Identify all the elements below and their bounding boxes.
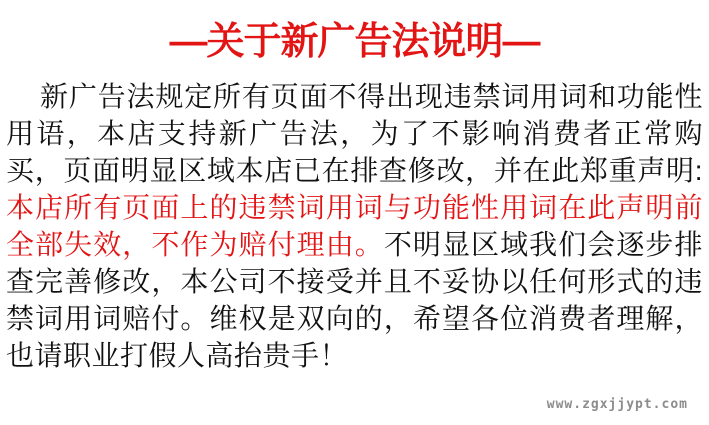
notice-text-highlight: 本店所有页面上的违禁词用词与功能性用词在此声明前全部失效，不作为赔付理由。 [6, 192, 703, 260]
page-title: —关于新广告法说明— [169, 21, 540, 63]
notice-paragraph [6, 78, 703, 374]
notice-text-outro: 不明显区域我们会逐步排查完善修改，本公司不接受并且不妥协以任何形式的违禁词用词赔付。维权是双向的，希望各位消费者理解，也请职业打假人高抬贵手！ [6, 229, 703, 371]
notice-text-intro: 新广告法规定所有页面不得出现违禁词用词和功能性用语，本店支持新广告法，为了不影响消费者正常购买，页面明显区域本店已在排查修改，并在此郑重声明: [6, 81, 703, 186]
watermark-url: www.zgxjjypt.com [546, 397, 688, 412]
